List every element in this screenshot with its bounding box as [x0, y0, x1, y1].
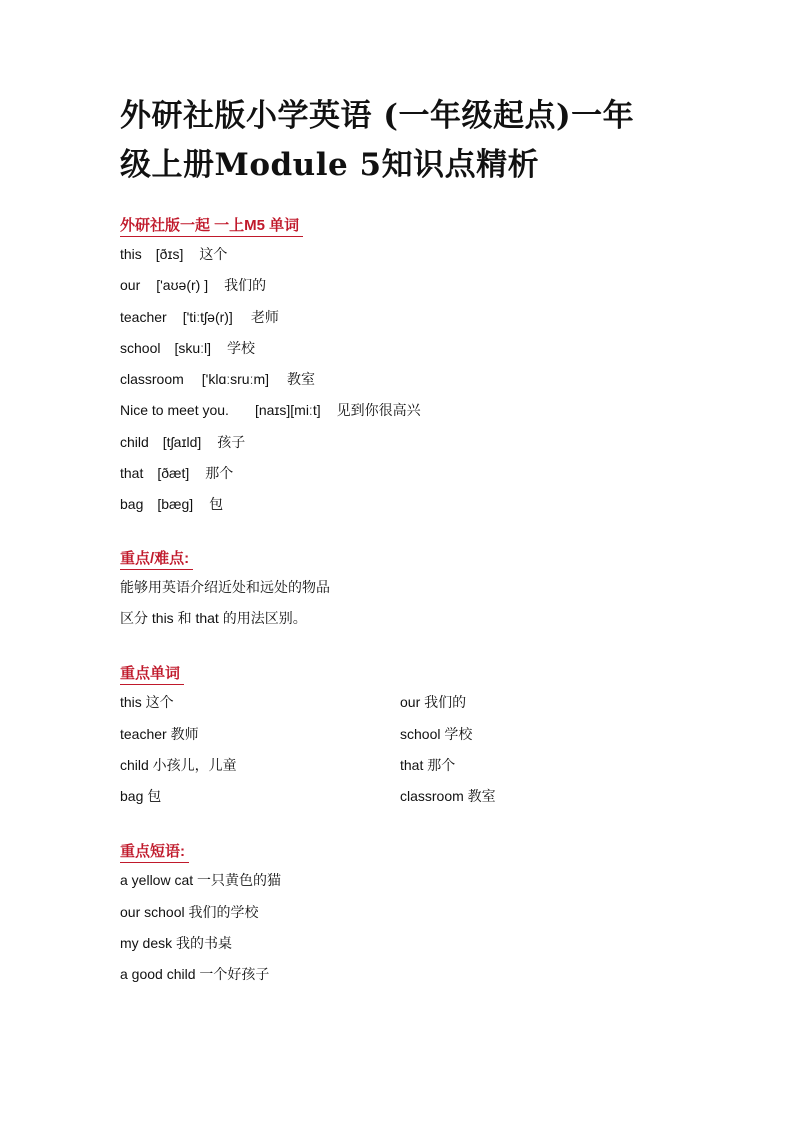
key-word-right: that 那个: [400, 756, 456, 773]
vocab-item: bag [bæɡ] 包: [120, 496, 224, 513]
phrase-item: a yellow cat 一只黄色的猫: [120, 872, 282, 889]
phrase-item: a good child 一个好孩子: [120, 966, 270, 983]
vocab-item: school [skuːl] 学校: [120, 339, 256, 356]
key-words-grid: [120, 687, 680, 812]
vocab-list: [120, 239, 680, 521]
vocab-item: our ['aʊə(r) ] 我们的: [120, 277, 267, 294]
vocab-item: classroom ['klɑːsruːm] 教室: [120, 371, 316, 388]
title-line-2: 级上册Module 5知识点精析: [120, 147, 540, 183]
key-word-right: our 我们的: [400, 694, 467, 711]
title-line-1: 外研社版小学英语 (一年级起点)一年: [120, 98, 635, 134]
document-page: [120, 92, 680, 991]
vocab-item: child [tʃaɪld] 孩子: [120, 433, 246, 450]
key-word-left: bag 包: [120, 788, 162, 805]
phrase-item: our school 我们的学校: [120, 903, 259, 920]
vocab-heading: 外研社版一起 一上M5 单词: [120, 216, 303, 237]
key-words-heading: 重点单词: [120, 664, 184, 685]
difficulty-line: 能够用英语介绍近处和远处的物品: [120, 578, 330, 595]
page-title: [120, 92, 680, 190]
vocab-item: teacher ['tiːtʃə(r)] 老师: [120, 308, 279, 325]
vocab-item: this [ðɪs] 这个: [120, 246, 228, 262]
phrases-list: [120, 865, 680, 990]
difficulty-heading: 重点/难点:: [120, 549, 193, 570]
vocab-item: that [ðæt] 那个: [120, 465, 234, 482]
difficulty-list: [120, 572, 680, 635]
difficulty-line: 区分 this 和 that 的用法区别。: [120, 609, 307, 626]
key-word-right: school 学校: [400, 725, 473, 742]
vocab-item: Nice to meet you. [naɪs][miːt] 见到你很高兴: [120, 402, 421, 419]
phrases-heading: 重点短语:: [120, 842, 189, 863]
key-word-left: this 这个: [120, 694, 174, 711]
key-word-left: child 小孩儿，儿童: [120, 756, 237, 773]
key-word-right: classroom 教室: [400, 788, 496, 805]
phrase-item: my desk 我的书桌: [120, 935, 233, 952]
key-word-left: teacher 教师: [120, 725, 199, 742]
